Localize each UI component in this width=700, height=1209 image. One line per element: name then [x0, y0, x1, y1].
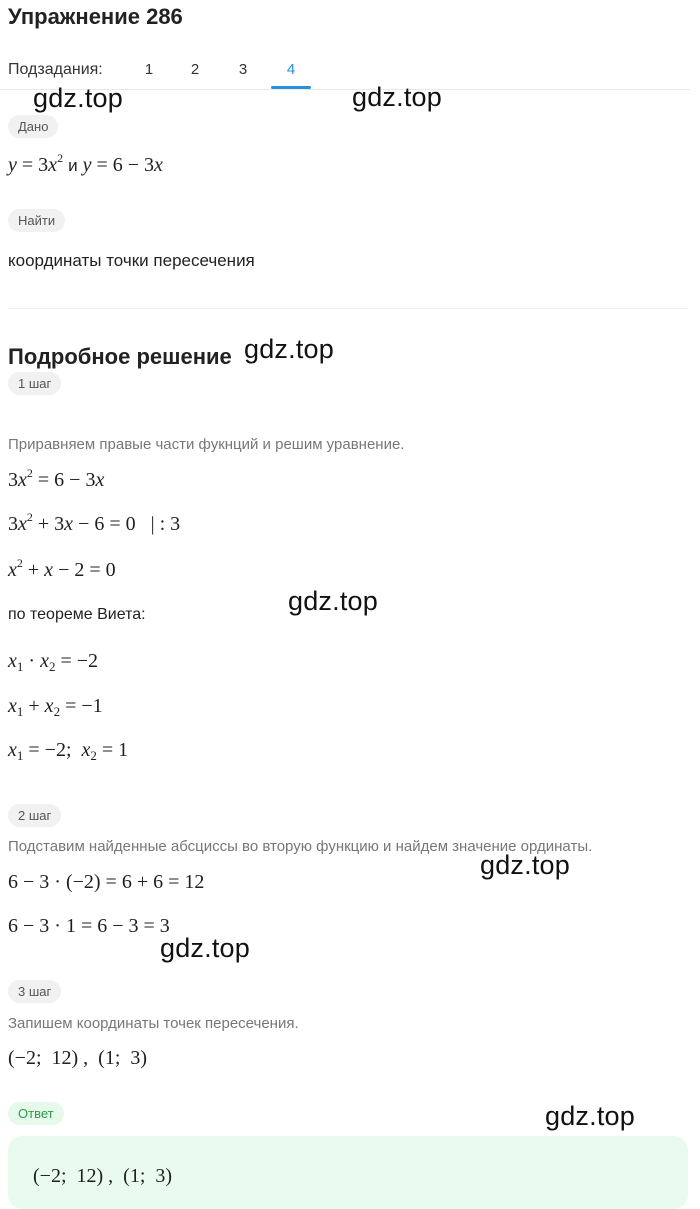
watermark: gdz.top [545, 1101, 635, 1131]
find-label: Найти [8, 209, 65, 232]
step1-equation-5: $x_1 + x_2 = -1$ [8, 695, 103, 719]
step3-result: (−2; 12) , (1; 3) [8, 1047, 148, 1069]
step1-badge [8, 372, 61, 395]
step3-label: 3 шаг [8, 980, 61, 1003]
watermark: gdz.top [352, 82, 442, 112]
step2-badge [8, 804, 61, 827]
step1-label: 1 шаг [8, 372, 61, 395]
step2-equation-1: 6 − 3 · (−2) = 6 + 6 = 12 [8, 871, 205, 893]
step1-hint: Приравняем правые части фукнций и решим уравнение. [8, 436, 405, 453]
step1-equation-1: $3x^2 = 6 - 3x$ [8, 466, 105, 491]
step1-vieta-text: по теореме Виета: [8, 606, 146, 623]
given-conjunction: и [68, 156, 78, 175]
step1-equation-4: $x_1 \cdot x_2 = -2$ [8, 650, 99, 674]
given-label: Дано [8, 115, 58, 138]
subtask-tab-4[interactable]: 4 [286, 61, 296, 78]
step1-equation-6: $x_1 = -2$; $x_2 = 1$ [8, 739, 129, 763]
watermark: gdz.top [288, 586, 378, 616]
step2-label: 2 шаг [8, 804, 61, 827]
find-text: координаты точки пересечения [8, 251, 255, 270]
step2-hint: Подставим найденные абсциссы во вторую функцию и найдем значение ординаты. [8, 838, 593, 855]
watermark: gdz.top [160, 933, 250, 963]
find-label-badge [8, 209, 65, 232]
subtask-tab-3[interactable]: 3 [238, 61, 248, 78]
answer-badge [8, 1102, 64, 1125]
answer-value: (−2; 12) , (1; 3) [33, 1165, 173, 1187]
page-title: Упражнение 286 [8, 4, 183, 29]
watermark: gdz.top [480, 850, 570, 880]
step3-hint: Запишем координаты точек пересечения. [8, 1015, 299, 1032]
solution-heading: Подробное решение [8, 344, 232, 369]
answer-label: Ответ [8, 1102, 64, 1125]
watermark: gdz.top [244, 334, 334, 364]
watermark: gdz.top [33, 83, 123, 113]
given-label-badge [8, 115, 58, 138]
step1-equation-3: $x^2 + x - 2 = 0$ [8, 556, 116, 581]
step2-equation-2: 6 − 3 · 1 = 6 − 3 = 3 [8, 915, 170, 937]
step1-equation-2: $3x^2 + 3x - 6 = 0$ | : 3 [8, 510, 181, 535]
subtask-tab-2[interactable]: 2 [190, 61, 200, 78]
step3-badge [8, 980, 61, 1003]
subtasks-label: Подзадания: [8, 61, 103, 78]
subtask-tab-1[interactable]: 1 [144, 61, 154, 78]
given-equations: $y = 3x^2$ и y = 6 − 3x [8, 151, 163, 176]
section-divider [8, 308, 688, 309]
